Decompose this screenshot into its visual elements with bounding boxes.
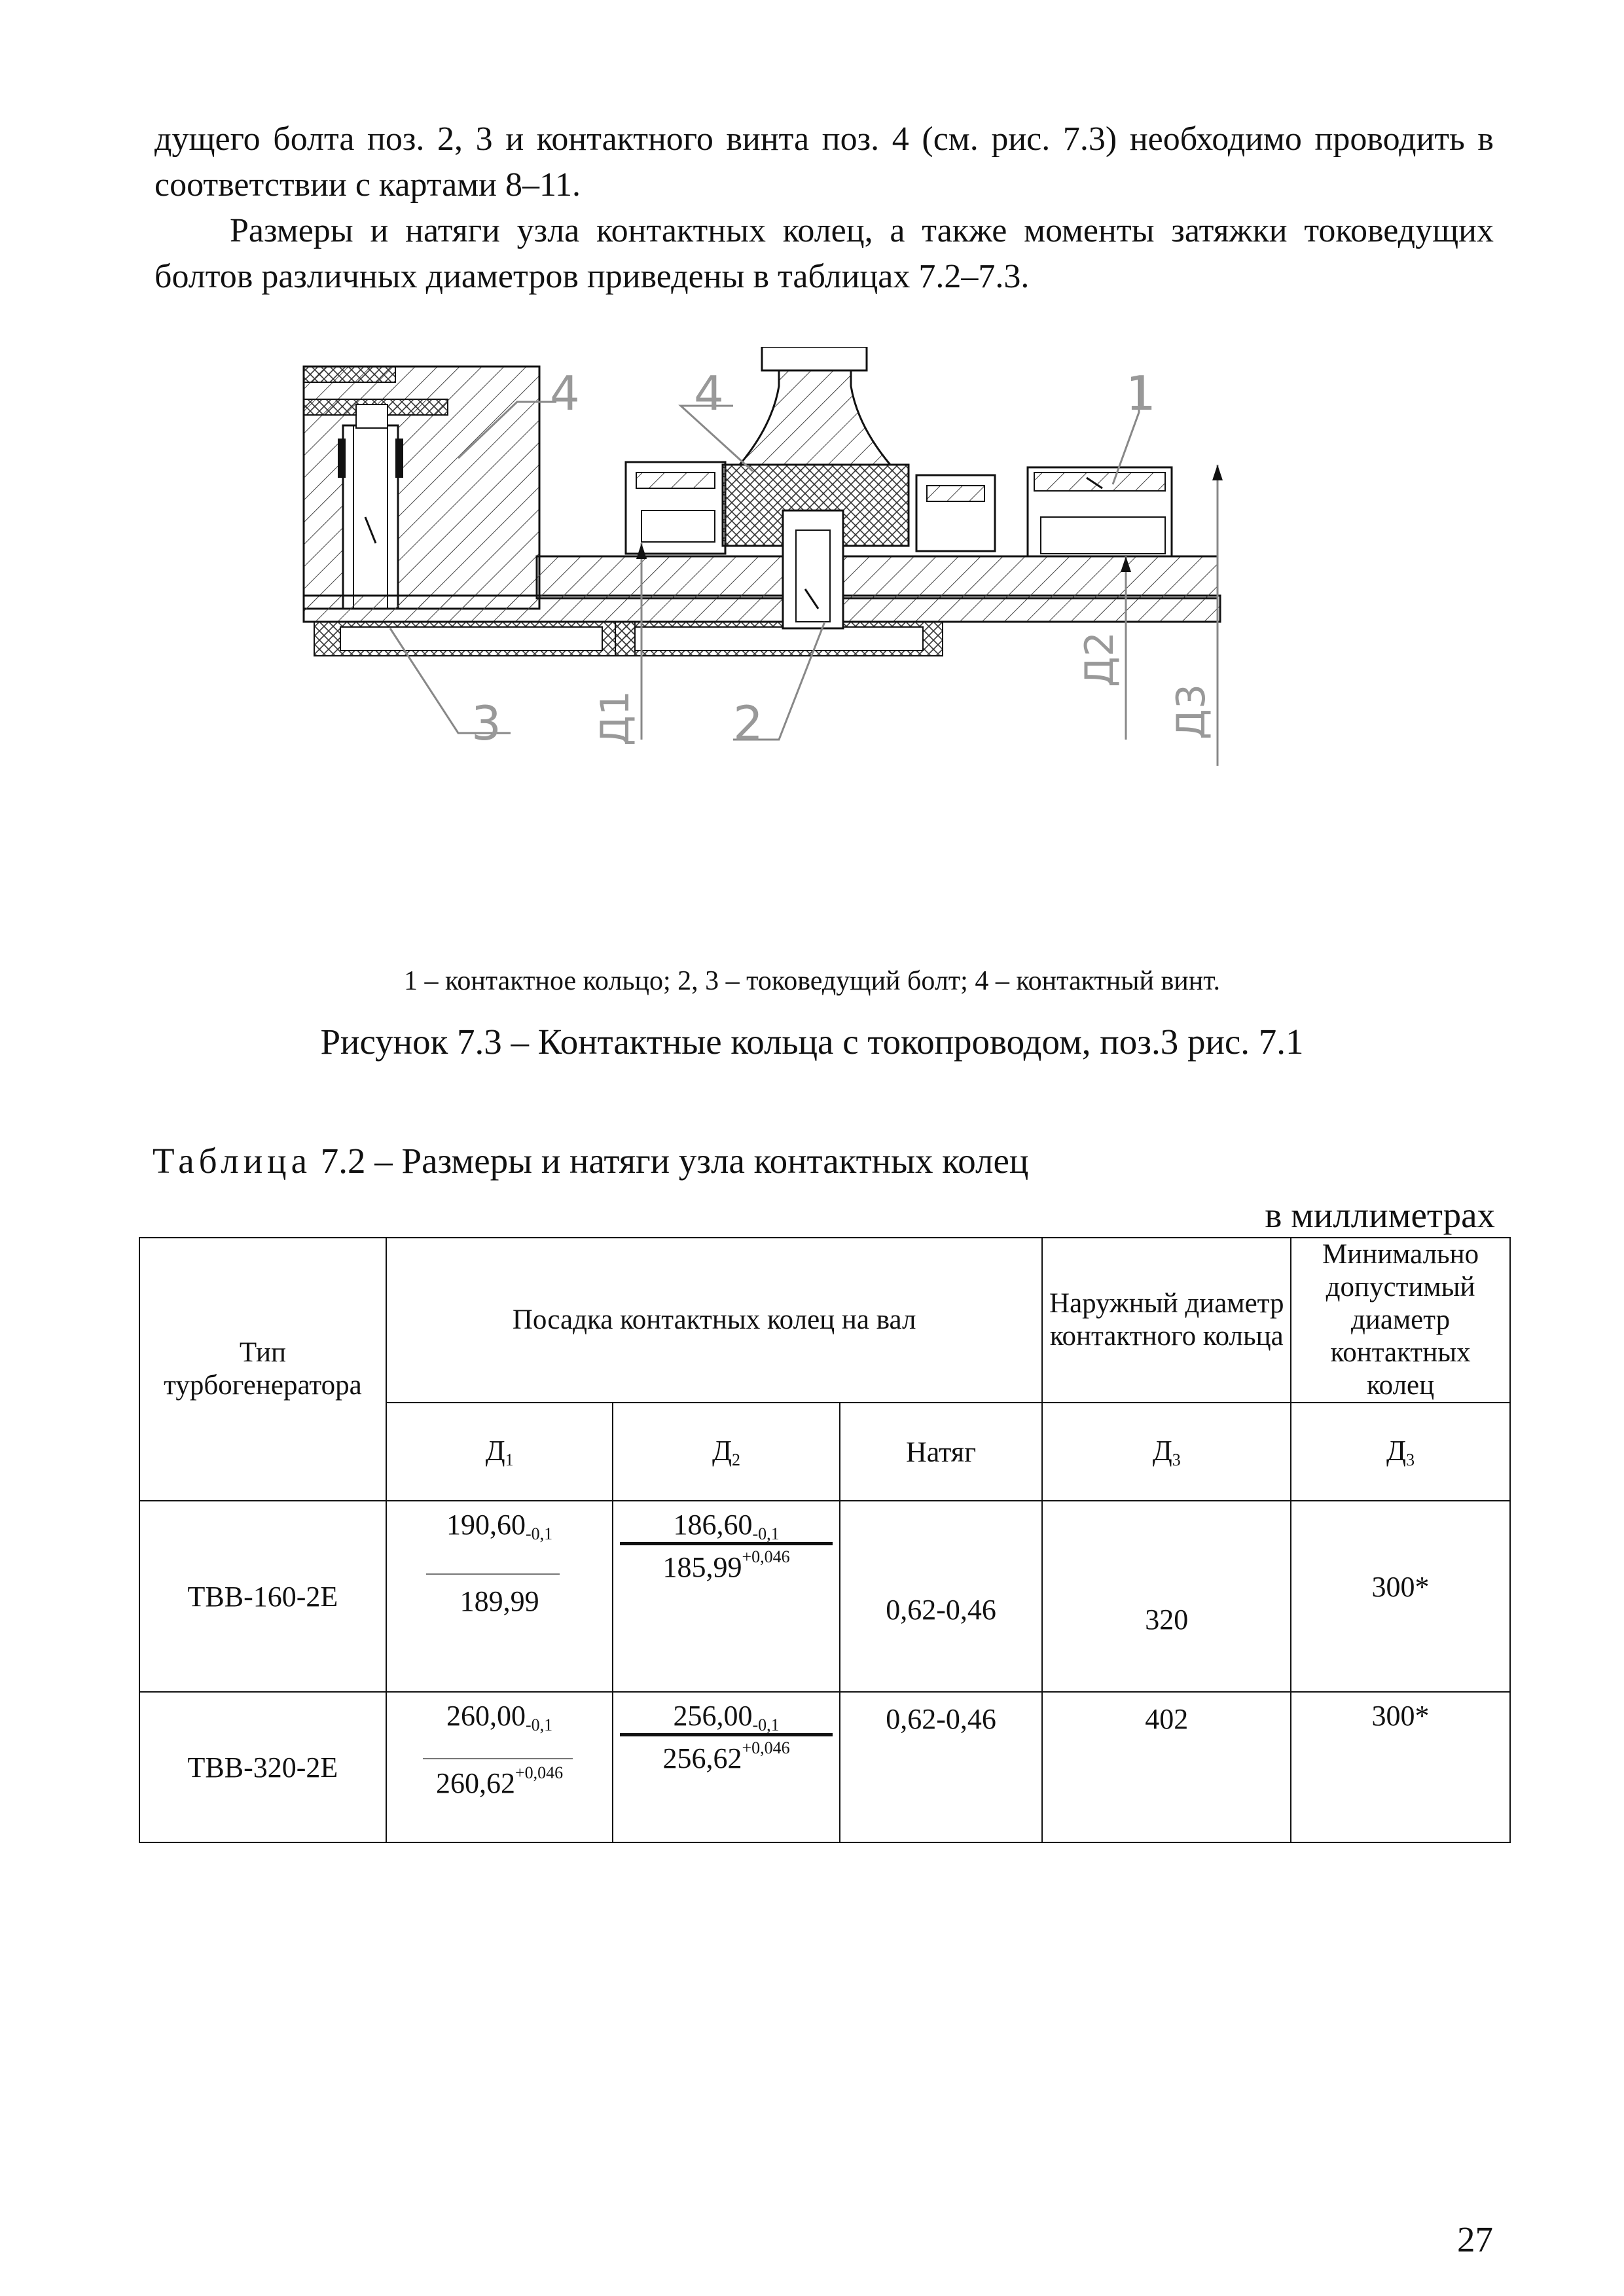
row-min: 300* xyxy=(1291,1692,1510,1842)
row-outer: 320 xyxy=(1042,1501,1291,1692)
label-position-3: 3 xyxy=(471,696,501,751)
label-d3: Д3 xyxy=(1168,683,1214,740)
header-d2: $Д_2$ xyxy=(613,1403,839,1501)
figure-caption: Рисунок 7.3 – Контактные кольца с токопроводом, поз.3 рис. 7.1 xyxy=(320,1022,1304,1062)
row-outer: 402 xyxy=(1042,1692,1291,1842)
row-d1: $260,00_{-0,1}$ $260,62^{+0,046}$ xyxy=(386,1692,613,1842)
table-row xyxy=(139,1692,1510,1842)
header-interference: Натяг xyxy=(840,1403,1043,1501)
figure-contact-rings xyxy=(301,347,1296,877)
row-type: ТВВ-160-2Е xyxy=(139,1501,386,1692)
label-position-2: 2 xyxy=(733,696,763,751)
right-ring xyxy=(1028,467,1172,556)
label-d1: Д1 xyxy=(592,690,638,746)
header-d1: $Д_1$ xyxy=(386,1403,613,1501)
header-d3-min: $Д_3$ xyxy=(1291,1403,1510,1501)
table-title xyxy=(153,1140,1028,1181)
table-row xyxy=(139,1501,1510,1692)
header-d3-outer: $Д_3$ xyxy=(1042,1403,1291,1501)
page-number: 27 xyxy=(1457,2219,1493,2259)
header-min-diameter: Минимально допустимый диаметр контактных колец xyxy=(1291,1238,1510,1403)
header-outer-diameter: Наружный диаметр контактного кольца xyxy=(1042,1238,1291,1403)
table-units: в миллиметрах xyxy=(1265,1195,1495,1235)
header-type: Тип турбогенератора xyxy=(139,1238,386,1501)
label-position-4-right: 4 xyxy=(694,366,724,421)
table-title-prefix: Таблица xyxy=(153,1141,312,1181)
fit-table xyxy=(139,1237,1511,1843)
row-d2: $256,00_{-0,1}$ $256,62^{+0,046}$ xyxy=(613,1692,839,1842)
table-title-rest: 7.2 – Размеры и натяги узла контактных колец xyxy=(311,1141,1029,1181)
row-interference: 0,62-0,46 xyxy=(840,1692,1043,1842)
left-housing xyxy=(304,367,539,609)
figure-legend: 1 – контактное кольцо; 2, 3 – токоведущий болт; 4 – контактный винт. xyxy=(404,966,1220,996)
row-interference: 0,62-0,46 xyxy=(840,1501,1043,1692)
header-fit: Посадка контактных колец на вал xyxy=(386,1238,1043,1403)
row-type: ТВВ-320-2Е xyxy=(139,1692,386,1842)
paragraph-continued: дущего болта поз. 2, 3 и контактного винта поз. 4 (см. рис. 7.3) необходимо проводить в соответствии с картами 8–11. xyxy=(154,120,1494,204)
row-d2: $186,60_{-0,1}$ $185,99^{+0,046}$ xyxy=(613,1501,839,1692)
paragraph-sizes: Размеры и натяги узла контактных колец, а также моменты затяжки токоведущих болтов различных диаметров приведены в таблицах 7.2–7.3. xyxy=(154,212,1494,295)
row-d1: $190,60_{-0,1}$ 189,99 xyxy=(386,1501,613,1692)
label-d2: Д2 xyxy=(1077,631,1123,687)
label-position-1: 1 xyxy=(1126,366,1156,421)
row-min: 300* xyxy=(1291,1501,1510,1692)
label-position-4-left: 4 xyxy=(550,366,580,421)
